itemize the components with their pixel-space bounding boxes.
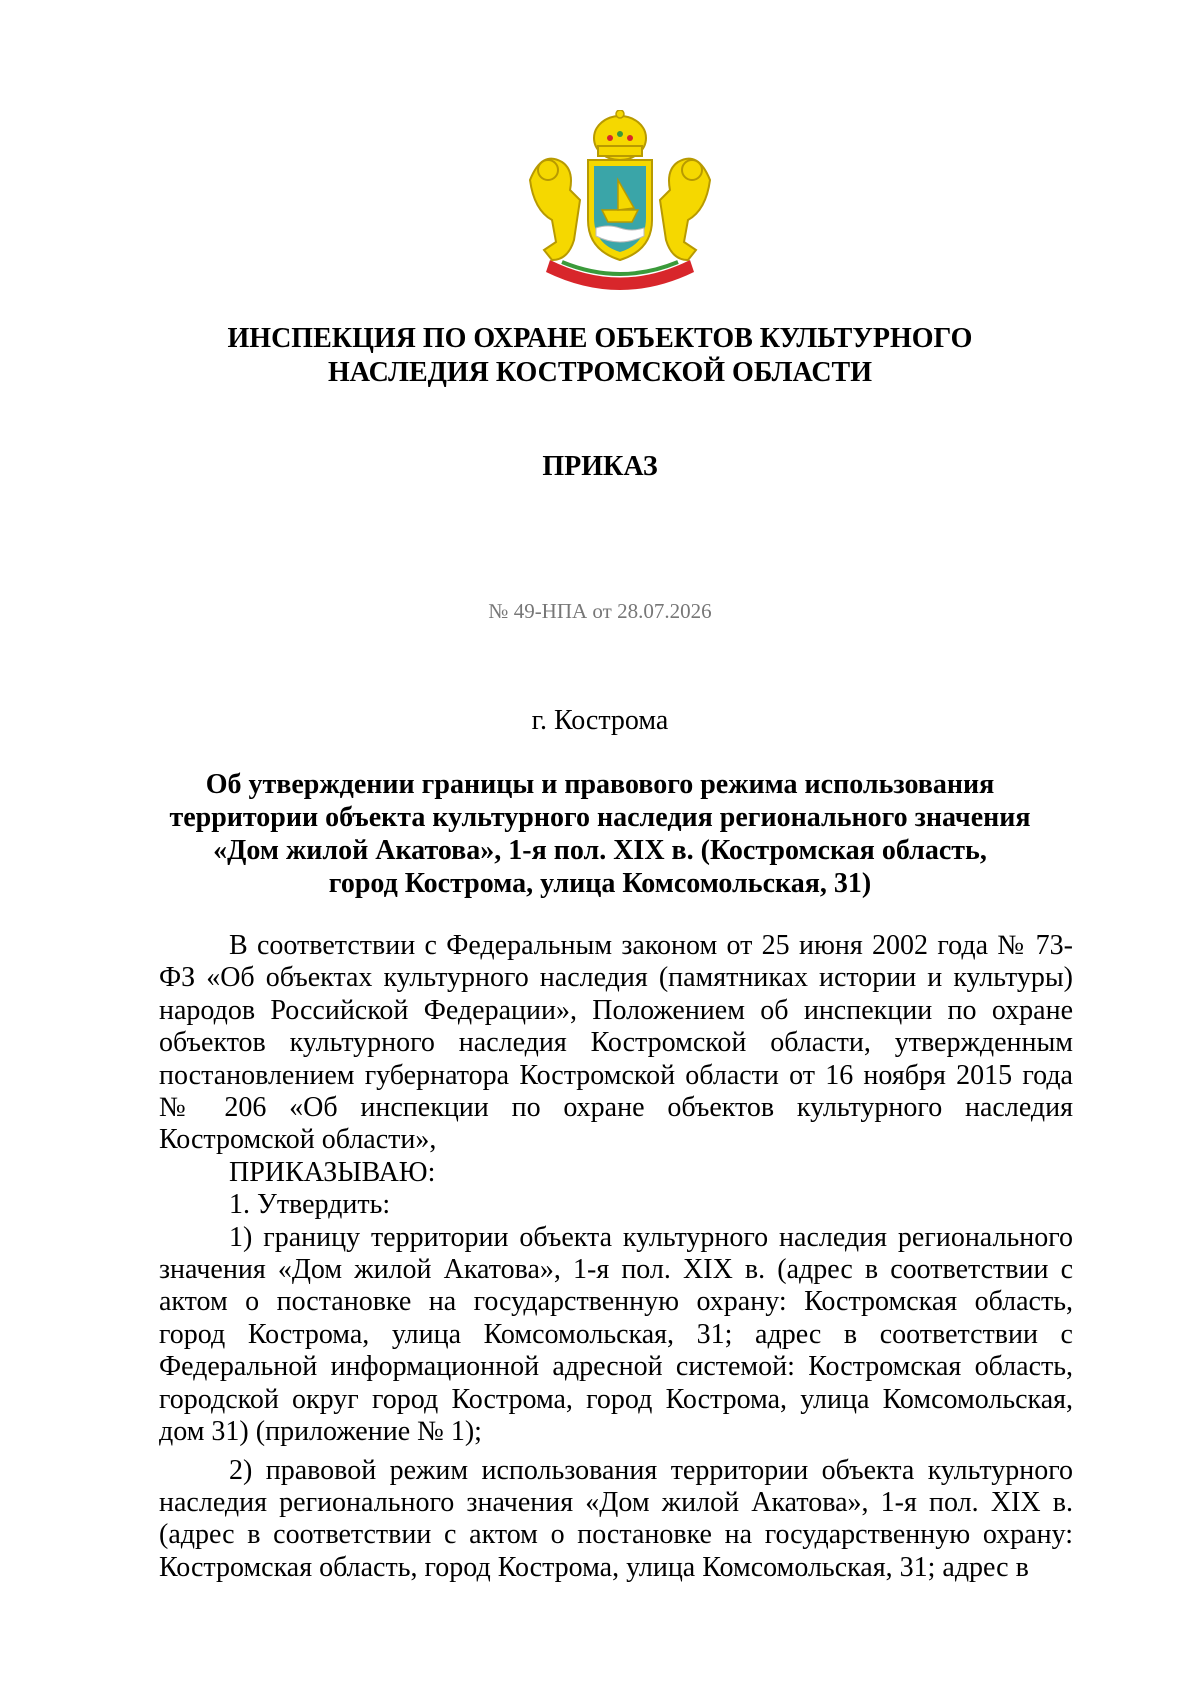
organization-title-line-2: НАСЛЕДИЯ КОСТРОМСКОЙ ОБЛАСТИ (327, 357, 873, 388)
document-number: № 49-НПА от 28.07.2026 (488, 599, 712, 623)
order-word: ПРИКАЗЫВАЮ: (229, 1156, 436, 1188)
item-1: 1. Утвердить: (229, 1189, 391, 1221)
subject-line-4: город Кострома, улица Комсомольская, 31) (328, 868, 872, 899)
organization-title-line-1: ИНСПЕКЦИЯ ПО ОХРАНЕ ОБЪЕКТОВ КУЛЬТУРНОГО (227, 323, 973, 354)
coat-of-arms-emblem (522, 110, 718, 300)
item-1-1: 1) границу территории объекта культурного наследия регионального значения «Дом жилой Акатова», 1-я пол. XIX в. (адрес в соответствии с актом о постановке на государственную охрану: Костромская область, город Кострома, улица Комсомольская, 31; адрес в соответствии с Федеральной информационной адресной системой: Костромская область, городской округ город Кострома, город Кострома, улица Комсомольская, дом 31) (приложение № 1); (159, 1221, 1073, 1448)
item-1-2: 2) правовой режим использования территории объекта культурного наследия регионального значения «Дом жилой Акатова», 1-я пол. XIX в. (адрес в соответствии с актом о постановке на государственную охрану: Костромская область, город Кострома, улица Комсомольская, 31; адрес в (159, 1454, 1073, 1583)
subject-line-2: территории объекта культурного наследия регионального значения (169, 802, 1031, 833)
document-body (159, 930, 1073, 1584)
document-subject (150, 768, 1050, 900)
subject-line-3: «Дом жилой Акатова», 1-я пол. XIX в. (Костромская область, (213, 835, 987, 866)
subject-line-1: Об утверждении границы и правового режима использования (205, 769, 995, 800)
document-type: ПРИКАЗ (542, 451, 658, 482)
organization-title (150, 322, 1050, 390)
city: г. Кострома (531, 705, 669, 736)
preamble-paragraph: В соответствии с Федеральным законом от 25 июня 2002 года № 73-ФЗ «Об объектах культурного наследия (памятниках истории и культуры) народов Российской Федерации», Положением об инспекции по охране объектов культурного наследия Костромской области, утвержденным постановлением губернатора Костромской области от 16 ноября 2015 года № 206 «Об инспекции по охране объектов культурного наследия Костромской области», (159, 930, 1073, 1156)
